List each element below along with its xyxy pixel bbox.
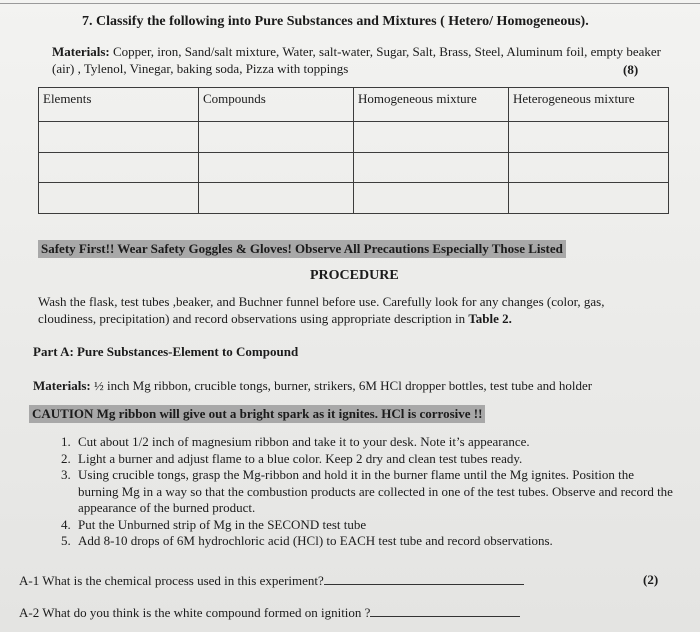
part-a-materials-label: Materials:: [33, 378, 91, 393]
table-row: [39, 152, 669, 183]
table-reference: Table 2.: [468, 311, 512, 326]
question-materials: [52, 43, 662, 77]
list-item: 2. Light a burner and adjust flame to a blue color. Keep 2 dry and clean test tubes ready.: [74, 451, 674, 468]
part-a-materials: [33, 377, 673, 394]
table-cell[interactable]: [199, 152, 354, 183]
procedure-steps: [48, 434, 674, 550]
table-cell[interactable]: [39, 152, 199, 183]
materials-list: Copper, iron, Sand/salt mixture, Water, salt-water, Sugar, Salt, Brass, Steel, Aluminum foil, empty beaker (air) , Tylenol, Vinegar, baking soda, Pizza with toppings: [52, 44, 661, 76]
question-a2: [19, 604, 520, 621]
part-a-materials-list: ½ inch Mg ribbon, crucible tongs, burner, strikers, 6M HCl dropper bottles, test tube and holder: [90, 378, 593, 393]
table-cell[interactable]: [509, 152, 669, 183]
table-row: [39, 183, 669, 214]
procedure-intro-text: Wash the flask, test tubes ,beaker, and Buchner funnel before use. Carefully look for any changes (color, gas, cloudiness, precipitation) and record observations using appropriate description in: [38, 294, 605, 326]
safety-banner: Safety First!! Wear Safety Goggles & Gloves! Observe All Precautions Especially Those Listed: [38, 240, 566, 258]
question-a2-text: A-2 What do you think is the white compound formed on ignition ?: [19, 605, 371, 620]
table-cell[interactable]: [39, 183, 199, 214]
header-heterogeneous: Heterogeneous mixture: [509, 88, 669, 122]
question-title: 7. Classify the following into Pure Substances and Mixtures ( Hetero/ Homogeneous).: [82, 14, 589, 29]
list-item: 4. Put the Unburned strip of Mg in the SECOND test tube: [74, 517, 674, 534]
question-points: (8): [623, 62, 639, 77]
table-cell[interactable]: [354, 183, 509, 214]
table-header-row: [39, 88, 669, 122]
list-item: 1. Cut about 1/2 inch of magnesium ribbon and take it to your desk. Note it’s appearance.: [74, 434, 674, 451]
question-a1-points: (2): [643, 572, 659, 587]
question-a1: [19, 572, 524, 589]
procedure-heading: PROCEDURE: [310, 268, 399, 283]
table-cell[interactable]: [199, 183, 354, 214]
procedure-intro: [38, 293, 663, 327]
table-cell[interactable]: [199, 122, 354, 153]
materials-label: Materials:: [52, 44, 110, 59]
table-cell[interactable]: [509, 183, 669, 214]
table-cell[interactable]: [354, 152, 509, 183]
list-item: 3. Using crucible tongs, grasp the Mg-ribbon and hold it in the burner flame until the Mg ignites. Position the burning Mg in a way so that the combustion products are collected in one of the test tubes. Observe and record the appearance of the burned product.: [74, 467, 674, 517]
table-cell[interactable]: [509, 122, 669, 153]
answer-blank-a1[interactable]: [324, 572, 524, 585]
table-row: [39, 122, 669, 153]
list-item: 5. Add 8-10 drops of 6M hydrochloric acid (HCl) to EACH test tube and record observations.: [74, 533, 674, 550]
header-homogeneous: Homogeneous mixture: [354, 88, 509, 122]
header-elements: Elements: [39, 88, 199, 122]
top-divider: [0, 3, 700, 4]
table-cell[interactable]: [354, 122, 509, 153]
header-compounds: Compounds: [199, 88, 354, 122]
answer-blank-a2[interactable]: [370, 604, 520, 617]
table-cell[interactable]: [39, 122, 199, 153]
part-a-title: Part A: Pure Substances-Element to Compound: [33, 344, 299, 359]
classification-table: [38, 87, 669, 214]
caution-banner: CAUTION Mg ribbon will give out a bright spark as it ignites. HCl is corrosive !!: [29, 405, 485, 423]
question-a1-text: A-1 What is the chemical process used in this experiment?: [19, 573, 324, 588]
